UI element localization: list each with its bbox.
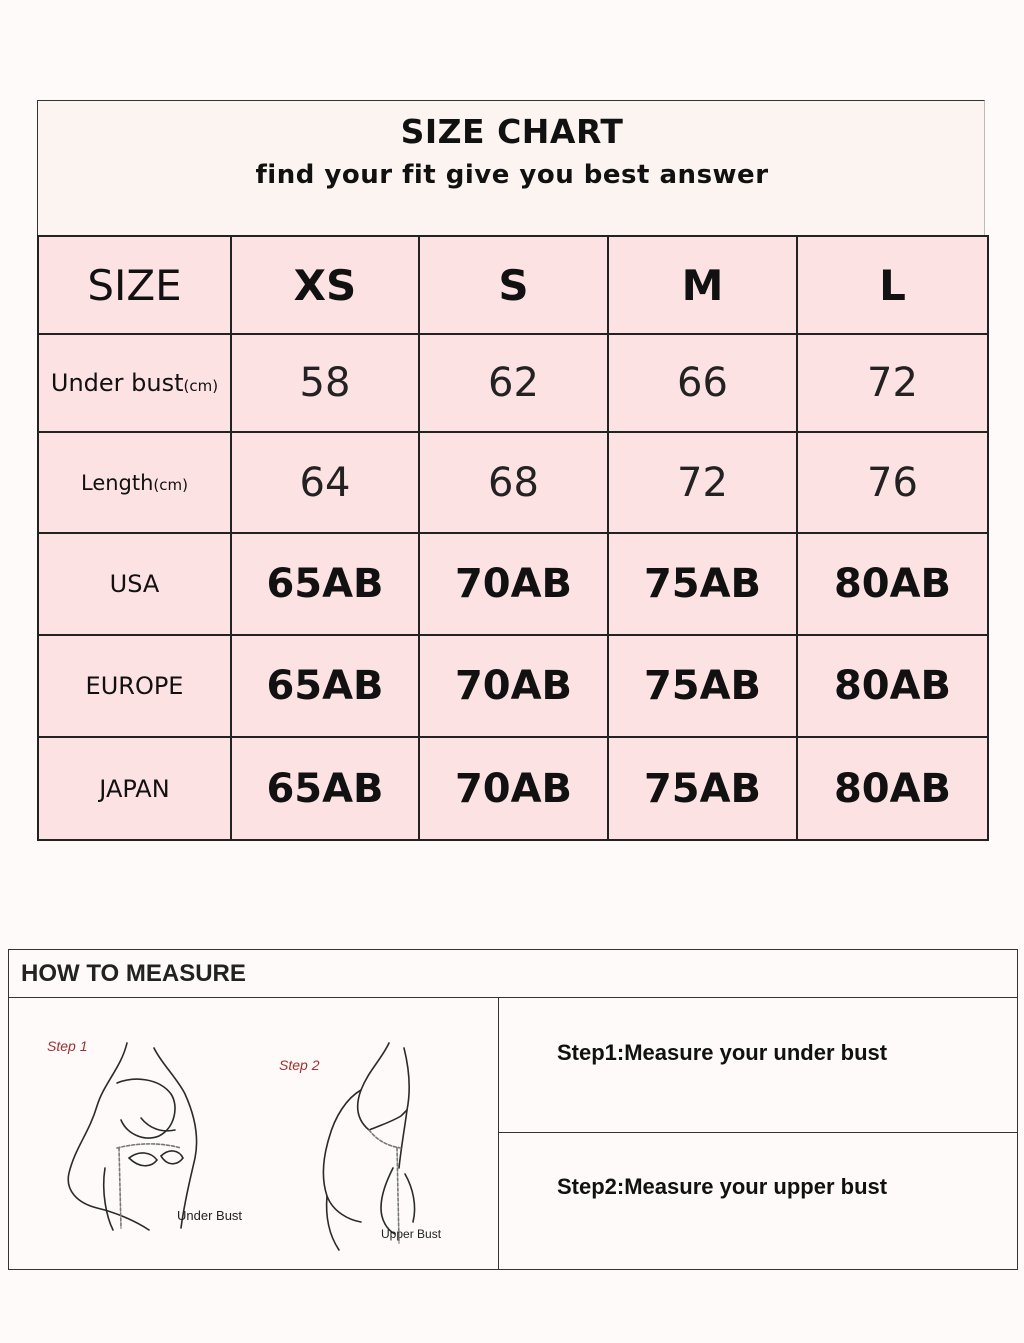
table-cell: 65AB — [231, 635, 419, 737]
row-label-europe: EUROPE — [38, 635, 231, 737]
table-cell: 75AB — [608, 737, 797, 840]
table-cell: 70AB — [419, 737, 608, 840]
table-row — [38, 635, 988, 737]
size-header-s: S — [419, 236, 608, 334]
how-to-measure-header — [9, 950, 1017, 998]
step1-instruction: Step1:Measure your under bust — [557, 1040, 888, 1065]
table-cell: 65AB — [231, 533, 419, 635]
step-cell-1 — [499, 998, 1017, 1133]
row-label-japan: JAPAN — [38, 737, 231, 840]
step1-illustration-caption: Under Bust — [177, 1208, 243, 1223]
how-to-measure-panel — [8, 949, 1018, 1270]
table-cell: 76 — [797, 432, 988, 533]
size-header-xs: XS — [231, 236, 419, 334]
table-cell: 80AB — [797, 635, 988, 737]
table-cell: 80AB — [797, 533, 988, 635]
chart-subtitle: find your fit give you best answer — [255, 160, 769, 190]
row-label-usa: USA — [38, 533, 231, 635]
table-row — [38, 533, 988, 635]
table-cell: 75AB — [608, 533, 797, 635]
table-cell: 80AB — [797, 737, 988, 840]
step1-illustration-label: Step 1 — [47, 1038, 88, 1054]
size-header-m: M — [608, 236, 797, 334]
table-cell: 70AB — [419, 533, 608, 635]
how-to-measure-title: HOW TO MEASURE — [21, 960, 246, 987]
row-label-text: Under bust — [50, 369, 184, 397]
row-label-unit: (cm) — [153, 475, 188, 494]
measure-illustration — [9, 998, 499, 1269]
table-cell: 64 — [231, 432, 419, 533]
table-cell: 65AB — [231, 737, 419, 840]
row-label-under-bust — [38, 334, 231, 432]
row-label-unit: (cm) — [183, 377, 219, 395]
step-cell-2 — [499, 1134, 1017, 1269]
step2-illustration-caption: Upper Bust — [381, 1227, 442, 1241]
table-cell: 62 — [419, 334, 608, 432]
table-cell: 70AB — [419, 635, 608, 737]
table-row — [38, 432, 988, 533]
step2-illustration-label: Step 2 — [279, 1057, 320, 1073]
table-cell: 58 — [231, 334, 419, 432]
table-cell: 66 — [608, 334, 797, 432]
table-row — [38, 334, 988, 432]
size-header-label: SIZE — [38, 236, 231, 334]
table-cell: 72 — [797, 334, 988, 432]
size-table — [37, 235, 989, 841]
chart-title: SIZE CHART — [400, 112, 624, 151]
measure-illustration-figures — [9, 998, 499, 1269]
table-cell: 75AB — [608, 635, 797, 737]
table-row — [38, 737, 988, 840]
row-label-length — [38, 432, 231, 533]
row-label-text: Length — [80, 470, 154, 495]
size-header-l: L — [797, 236, 988, 334]
table-cell: 72 — [608, 432, 797, 533]
table-cell: 68 — [419, 432, 608, 533]
table-header-row — [38, 236, 988, 334]
step2-instruction: Step2:Measure your upper bust — [557, 1174, 888, 1199]
